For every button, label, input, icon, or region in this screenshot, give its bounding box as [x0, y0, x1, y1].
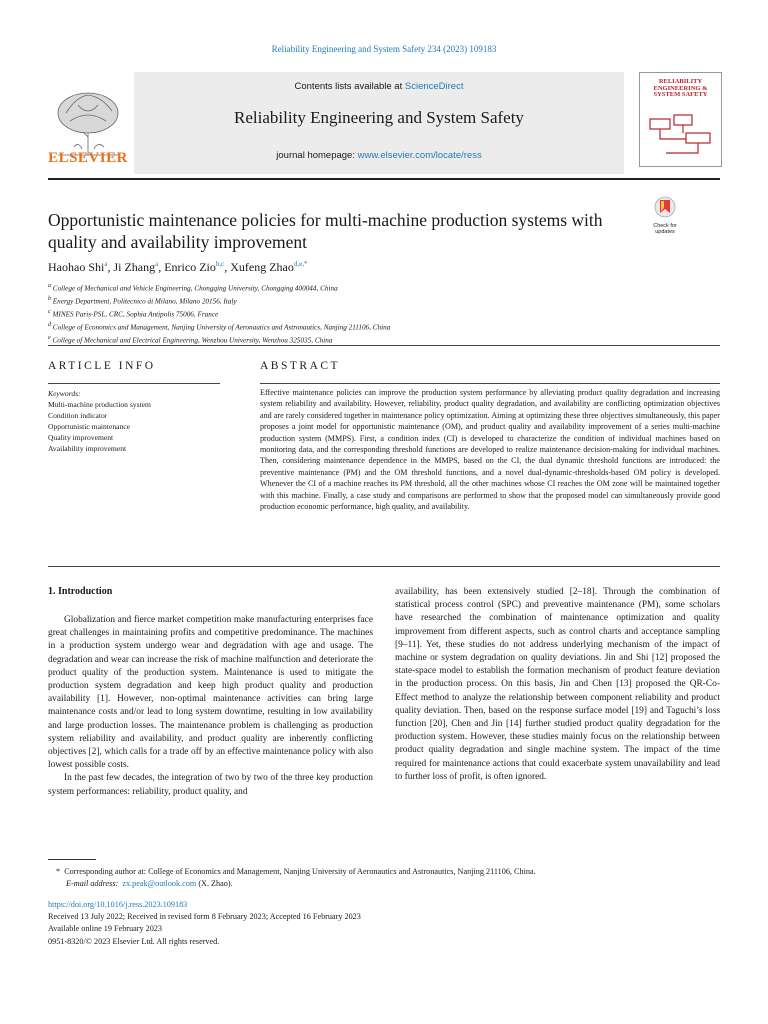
- online-date: Available online 19 February 2023: [48, 924, 162, 934]
- affiliation-marker: e: [48, 334, 51, 341]
- footnote-rule: [48, 859, 96, 860]
- homepage-link[interactable]: www.elsevier.com/locate/ress: [357, 150, 482, 161]
- keyword-item: Multi-machine production system: [48, 400, 151, 409]
- elsevier-wordmark: ELSEVIER: [48, 150, 128, 166]
- doi-link[interactable]: https://doi.org/10.1016/j.ress.2023.109183: [48, 900, 188, 909]
- received-dates: Received 13 July 2022; Received in revised form 8 February 2023; Accepted 16 February 2023: [48, 912, 361, 922]
- affiliation-marker: a: [48, 283, 51, 289]
- author-name[interactable]: Haohao Shi: [48, 260, 105, 274]
- bookmark-icon: [648, 196, 682, 218]
- publication-info: [48, 899, 720, 948]
- author-name[interactable]: Enrico Zio: [164, 260, 216, 274]
- paragraph: availability, has been extensively studied [2–18]. Through the combination of statistical process control (SPC) and preventive maintenance (PM), some scholars have researched the combination of maintenance optimization and quality improvement from different aspects, such as control charts and acceptance sampling [9–11]. Yet, these studies do not address underlying mechanism of the impact of machine or system degradation on quality deviations. Jin and Shi [12] proposed the state-space model to establish the formation mechanism of product feature deviation in the production process. On this basis, Jin and Chen [13] proposed the QR-Co-Effect method to analyze the relationship between component reliability and product quality deviation. Then, based on the response surface model [19] and Taguchi’s loss function [20], Chen and Jin [14] further studied product quality degradation for the production system. However, these studies mainly focus on the relationship between product quality degradation and single machine system. The impact of the time required for maintenance actions that could exacerbate system unavailability and lead to further loss of profit, is often ignored.: [395, 587, 720, 782]
- affiliation-item: [48, 333, 698, 346]
- abstract-heading: ABSTRACT: [260, 360, 341, 372]
- author-affiliation-ref[interactable]: a: [104, 260, 108, 268]
- author-affiliation-ref[interactable]: d,e,*: [293, 260, 308, 268]
- article-title: Opportunistic maintenance policies for multi-machine production systems with quality and availability improvement: [48, 210, 603, 252]
- cover-illustration: [646, 113, 716, 161]
- paragraph: Globalization and fierce market competition make manufacturing enterprises face great challenges in maintaining profits and competitive predominance. The machines in a production system undergo wear and degradation with age and usage. The degradation and wear can increase the risk of machine malfunction and deteriorate the product quality of the production system. Maintenance is used to mitigate the production system degradation and keep high product quality and production availability [1]. However, non-optimal maintenance activities can bring large maintenance costs and/or lead to long system downtime, resulting in low availability and large production losses. The maintenance problem is challenging as production system reliability and availability, and product quality are inherently conflicting objectives [2], which calls for a trade off by an effective maintenance policy with also lowest possible costs.: [48, 615, 373, 771]
- affiliation-item: [48, 294, 698, 307]
- keyword-item: Opportunistic maintenance: [48, 422, 131, 431]
- copyright: 0951-8320/© 2023 Elsevier Ltd. All rights reserved.: [48, 936, 220, 946]
- keyword-item: Quality improvement: [48, 433, 114, 442]
- journal-cover-thumbnail[interactable]: [639, 72, 722, 167]
- keyword-item: Condition indicator: [48, 411, 108, 420]
- journal-reference[interactable]: Reliability Engineering and System Safety 234 (2023) 109183: [271, 44, 497, 54]
- footnote-corresponding: [48, 866, 720, 878]
- check-for-updates-badge[interactable]: [648, 196, 682, 236]
- affiliation-marker: b: [48, 295, 51, 302]
- journal-homepage: [134, 150, 624, 161]
- keywords-block: [48, 388, 228, 454]
- author-name[interactable]: Ji Zhang: [113, 260, 156, 274]
- affiliation-marker: c: [48, 308, 51, 315]
- affiliation-text: Energy Department, Politecnico di Milano, Milano 20156, Italy: [52, 297, 237, 306]
- affiliation-text: College of Mechanical and Electrical Engineering, Wenzhou University, Wenzhou 325035, China: [52, 336, 333, 345]
- author-list: Haohao Shi$^a$, Ji Zhang$^a$, Enrico Zio$^{b,c}$, Xufeng Zhao$^{d,e,*}$: [48, 260, 308, 274]
- affiliation-item: [48, 281, 698, 294]
- article-info-rule: [48, 383, 220, 384]
- affiliation-marker: d: [48, 321, 51, 328]
- contents-prefix: Contents lists available at: [294, 81, 405, 92]
- abstract-rule: [260, 383, 720, 384]
- author-affiliation-ref[interactable]: a: [155, 260, 159, 268]
- section-heading-introduction: 1. Introduction: [48, 586, 113, 597]
- article-info-heading: ARTICLE INFO: [48, 360, 156, 372]
- author-name[interactable]: Xufeng Zhao: [230, 260, 294, 274]
- affiliation-item: [48, 320, 698, 333]
- email-link[interactable]: zx.peak@outlook.com: [122, 879, 197, 888]
- affiliation-item: [48, 307, 698, 320]
- author-affiliation-ref[interactable]: b,c: [215, 260, 225, 268]
- affiliations: [48, 281, 698, 346]
- email-label: E-mail address:: [66, 879, 119, 888]
- affiliation-divider: [48, 345, 720, 346]
- affiliation-text: MINES Paris-PSL, CRC, Sophia Antipolis 75006, France: [52, 310, 219, 319]
- footnote-text: Corresponding author at: College of Economics and Management, Nanjing University of Aeronautics and Astronautics, Nanjing 211106, China.: [64, 867, 536, 876]
- email-suffix: (X. Zhao).: [196, 879, 233, 888]
- affiliation-text: College of Economics and Management, Nanjing University of Aeronautics and Astronautics, Nanjing 211106, China: [52, 323, 391, 332]
- cover-title: RELIABILITY ENGINEERING & SYSTEM SAFETY: [653, 78, 708, 98]
- footnote-email: [48, 878, 720, 890]
- paragraph: In the past few decades, the integration of two by two of the three key production system performances: reliability, product quality, and: [48, 773, 373, 797]
- affiliation-text: College of Mechanical and Vehicle Engineering, Chongqing University, Chongqing 400044, China: [52, 284, 338, 293]
- body-column-left: [48, 614, 373, 799]
- keywords-label: Keywords:: [48, 389, 81, 398]
- homepage-prefix: journal homepage:: [276, 150, 358, 161]
- abstract-text: Effective maintenance policies can improve the production system performance by alleviating product quality degradation and increasing system reliability and availability. However, reliability, product quality degradation, and availability are conflicting optimization objectives and are rarely considered together in maintenance policy optimization. Aiming at optimizing these three objectives simultaneously, this paper proposes a joint model for opportunistic maintenance (OM), and product quality and availability improvement of a series multi-machine production system (MMPS). First, a condition index (CI) is developed to characterize the condition of individual machines based on monitoring data, and the corresponding threshold functions are developed to realize maintenance decision-making for individual machines. Then, considering maintenance dependence in the MMPS, based on the CI, the dual dynamic threshold functions are introduced: the preventive maintenance (PM) and the OM threshold functions, and a novel dual-dynamic-thresholds-based OM policy is developed. Whenever the CI of a machine reaches its PM threshold, all the other machines whose CI reaches the OM zone will be maintained together with this machine. Finally, a case study and comparisons are performed to show that the proposed model can simultaneously provide good production economic performance, high quality, and availability.: [260, 388, 720, 512]
- abstract-bottom-rule: [48, 566, 720, 567]
- check-badge-label: Check for updates: [653, 223, 677, 235]
- sciencedirect-link[interactable]: ScienceDirect: [404, 81, 464, 92]
- header-divider: [48, 178, 720, 180]
- keyword-item: Availability improvement: [48, 444, 127, 453]
- corresponding-author-footnote: [48, 866, 720, 890]
- footnote-star: *: [56, 867, 61, 876]
- contents-availability: [134, 81, 624, 92]
- journal-title: Reliability Engineering and System Safety: [234, 108, 524, 127]
- body-column-right: [395, 586, 720, 784]
